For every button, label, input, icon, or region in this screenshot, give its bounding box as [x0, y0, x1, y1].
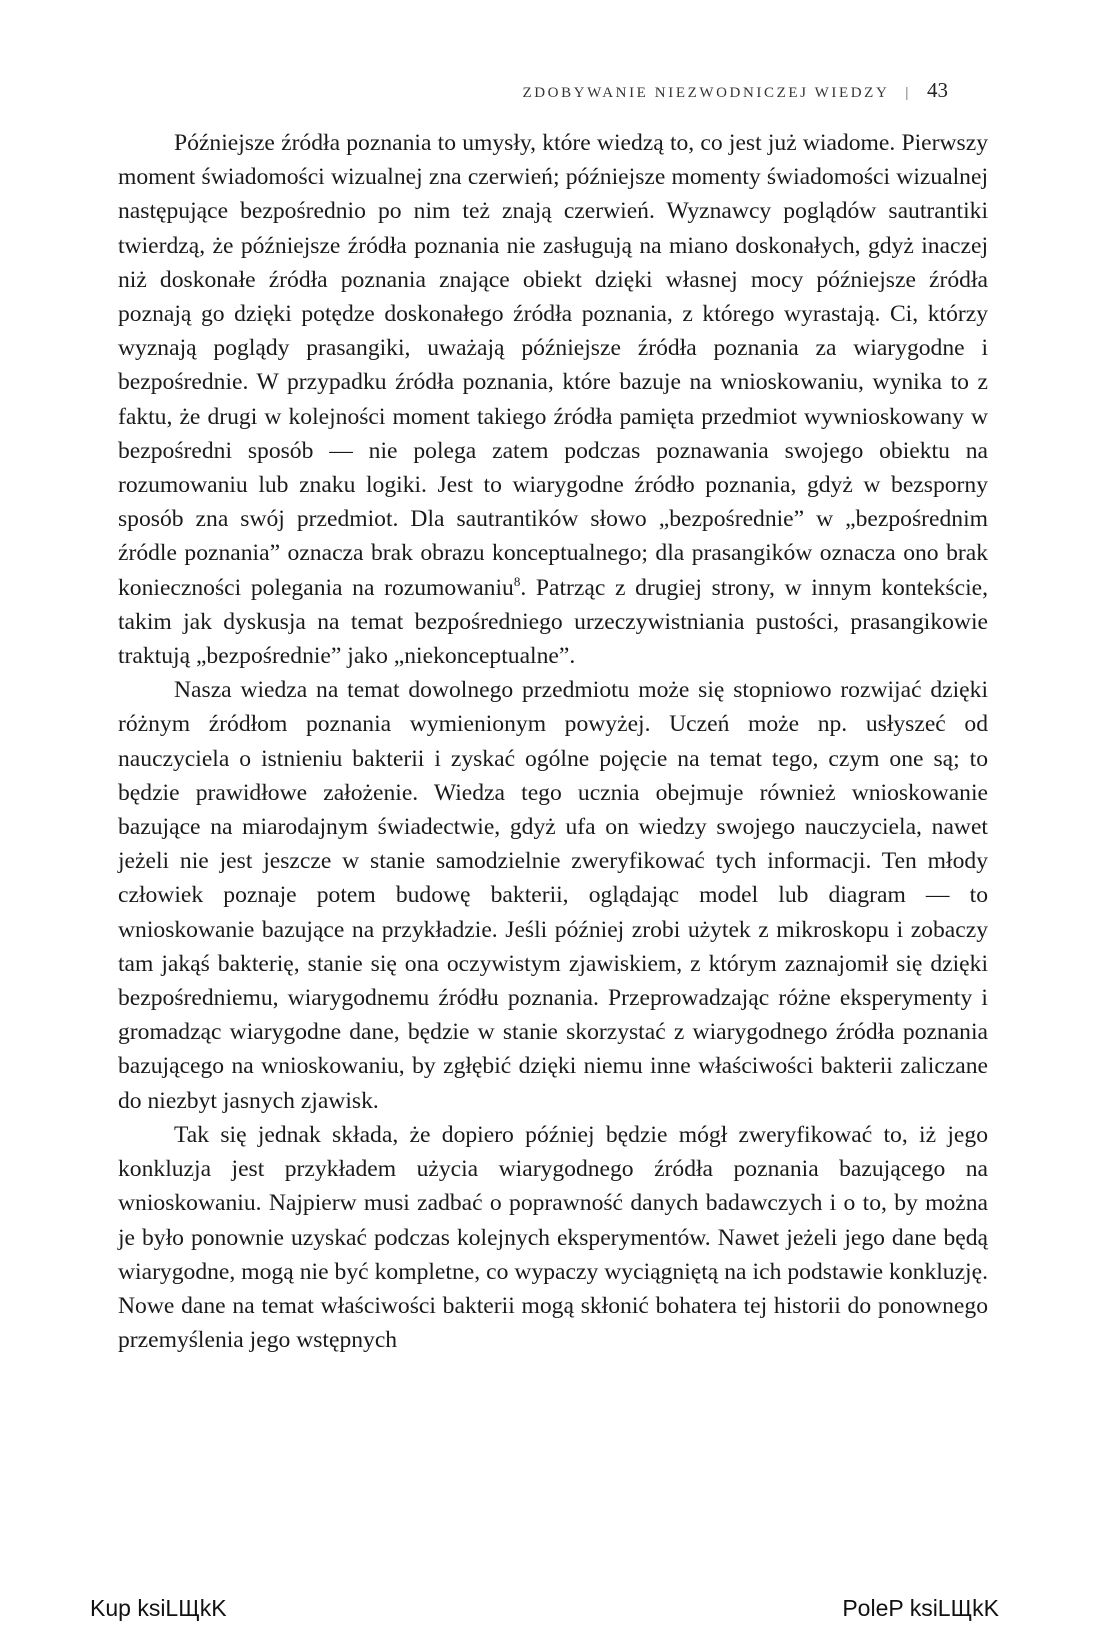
body-text	[118, 126, 988, 1357]
paragraph-1	[118, 126, 988, 673]
paragraph-1-continuation: . Patrząc z drugiej strony, w innym kontekście, takim jak dyskusja na temat bezpośredniego urzeczywistniania pustości, prasangikowie traktują „bezpośrednie” jako „niekonceptualne”.	[118, 574, 988, 670]
paragraph-3: Tak się jednak składa, że dopiero później będzie mógł zweryfikować to, iż jego konkluzja jest przykładem użycia wiarygodnego źródła poznania bazującego na wnioskowaniu. Najpierw musi zadbać o poprawność danych badawczych i o to, by można je było ponownie uzyskać podczas kolejnych eksperymentów. Nawet jeżeli jego dane będą wiarygodne, mogą nie być kompletne, co wypaczy wyciągniętą na ich podstawie konkluzję. Nowe dane na temat właściwości bakterii mogą skłonić bohatera tej historii do ponownego przemyślenia jego wstępnych	[118, 1121, 988, 1354]
running-head-title: ZDOBYWANIE NIEZWODNICZEJ WIEDZY	[522, 85, 890, 101]
running-head	[522, 78, 948, 103]
running-head-separator: |	[905, 85, 911, 101]
page-footer	[90, 1595, 999, 1622]
paragraph-1-text: Późniejsze źródła poznania to umysły, które wiedzą to, co jest już wiadome. Pierwszy moment świadomości wizualnej zna czerwień; późniejsze momenty świadomości wizualnej następujące bezpośrednio po nim też znają czerwień. Wyznawcy poglądów sautrantiki twierdzą, że późniejsze źródła poznania nie zasługują na miano doskonałych, gdyż inaczej niż doskonałe źródła poznania znające obiekt dzięki własnej mocy późniejsze źródła poznają go dzięki potędze doskonałego źródła poznania, z którego wyrastają. Ci, którzy wyznają poglądy prasangiki, uważają późniejsze źródła poznania za wiarygodne i bezpośrednie. W przypadku źródła poznania, które bazuje na wnioskowaniu, wynika to z faktu, że drugi w kolejności moment takiego źródła pamięta przedmiot wywnioskowany w bezpośredni sposób — nie polega zatem podczas poznawania swojego obiektu na rozumowaniu lub znaku logiki. Jest to wiarygodne źródło poznania, gdyż w bezsporny sposób zna swój przedmiot. Dla sautrantików słowo „bezpośrednie” w „bezpośrednim źródle poznania” oznacza brak obrazu konceptualnego; dla prasangików oznacza ono brak konieczności polegania na rozumowaniu	[118, 130, 988, 601]
footnote-reference[interactable]: 8	[513, 573, 521, 589]
page-number: 43	[927, 78, 948, 102]
recommend-book-link[interactable]: PoleP ksiLЩkK	[842, 1595, 999, 1621]
buy-book-link[interactable]: Kup ksiLЩkK	[90, 1595, 227, 1621]
paragraph-2: Nasza wiedza na temat dowolnego przedmiotu może się stopniowo rozwijać dzięki różnym źródłom poznania wymienionym powyżej. Uczeń może np. usłyszeć od nauczyciela o istnieniu bakterii i zyskać ogólne pojęcie na temat tego, czym one są; to będzie prawidłowe założenie. Wiedza tego ucznia obejmuje również wnioskowanie bazujące na miarodajnym świadectwie, gdyż ufa on wiedzy swojego nauczyciela, nawet jeżeli nie jest jeszcze w stanie samodzielnie zweryfikować tych informacji. Ten młody człowiek poznaje potem budowę bakterii, oglądając model lub diagram — to wnioskowanie bazujące na przykładzie. Jeśli później zrobi użytek z mikroskopu i zobaczy tam jakąś bakterię, stanie się ona oczywistym zjawiskiem, z którym zaznajomił się dzięki bezpośredniemu, wiarygodnemu źródłu poznania. Przeprowadzając różne eksperymenty i gromadząc wiarygodne dane, będzie w stanie skorzystać z wiarygodnego źródła poznania bazującego na wnioskowaniu, by zgłębić dzięki niemu inne właściwości bakterii zaliczane do niezbyt jasnych zjawisk.	[118, 677, 988, 1114]
